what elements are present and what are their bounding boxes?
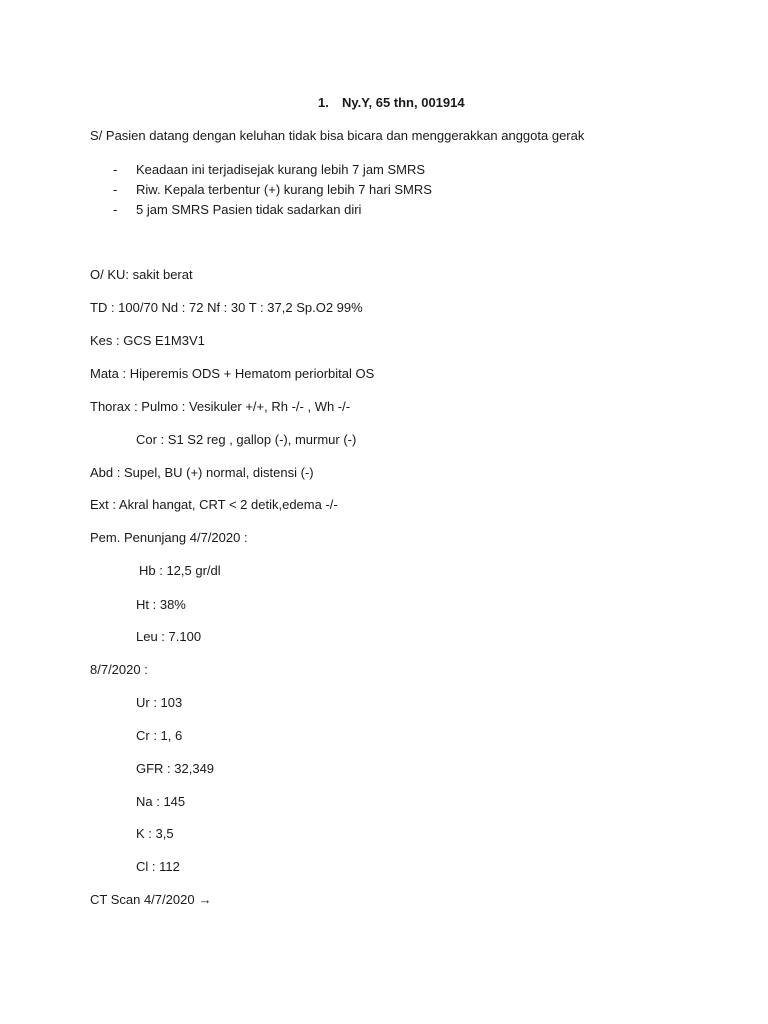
lab-item: Ur : 103 (136, 695, 183, 710)
subjective-bullet: - Keadaan ini terjadisejak kurang lebih 7 jam SMRS (113, 162, 426, 177)
lab-item: Leu : 7.100 (136, 629, 202, 644)
lab-item: Cr : 1, 6 (136, 728, 183, 743)
extremity-exam: Ext : Akral hangat, CRT < 2 detik,edema -/- (90, 497, 338, 512)
cor-exam: Cor : S1 S2 reg , gallop (-), murmur (-) (136, 432, 357, 447)
thorax-exam: Thorax : Pulmo : Vesikuler +/+, Rh -/- , Wh -/- (90, 399, 351, 414)
lab-item: Cl : 112 (136, 859, 180, 874)
lab-item: K : 3,5 (136, 826, 174, 841)
consciousness: Kes : GCS E1M3V1 (90, 333, 205, 348)
arrow-right-icon: → (198, 892, 212, 907)
labs-heading: Pem. Penunjang 4/7/2020 : (90, 530, 248, 545)
title-number: 1. (318, 95, 329, 110)
abdomen-exam: Abd : Supel, BU (+) normal, distensi (-) (90, 465, 314, 480)
objective-ku: O/ KU: sakit berat (90, 267, 193, 282)
lab-item: GFR : 32,349 (136, 761, 215, 776)
labs-date-heading: 8/7/2020 : (90, 662, 148, 677)
vital-signs: TD : 100/70 Nd : 72 Nf : 30 T : 37,2 Sp.O2 99% (90, 300, 363, 315)
lab-item: Hb : 12,5 gr/dl (139, 563, 221, 578)
subjective-bullet: - Riw. Kepala terbentur (+) kurang lebih 7 hari SMRS (113, 182, 432, 197)
subjective-bullet: - 5 jam SMRS Pasien tidak sadarkan diri (113, 202, 362, 217)
eye-exam: Mata : Hiperemis ODS + Hematom periorbital OS (90, 366, 375, 381)
title-text: Ny.Y, 65 thn, 001914 (342, 95, 465, 110)
lab-item: Ht : 38% (136, 597, 186, 612)
ct-scan-label: CT Scan 4/7/2020 (90, 892, 195, 907)
patient-title (318, 95, 465, 110)
ct-scan-line (90, 892, 212, 908)
subjective-heading: S/ Pasien datang dengan keluhan tidak bisa bicara dan menggerakkan anggota gerak (90, 128, 585, 143)
lab-item: Na : 145 (136, 794, 186, 809)
